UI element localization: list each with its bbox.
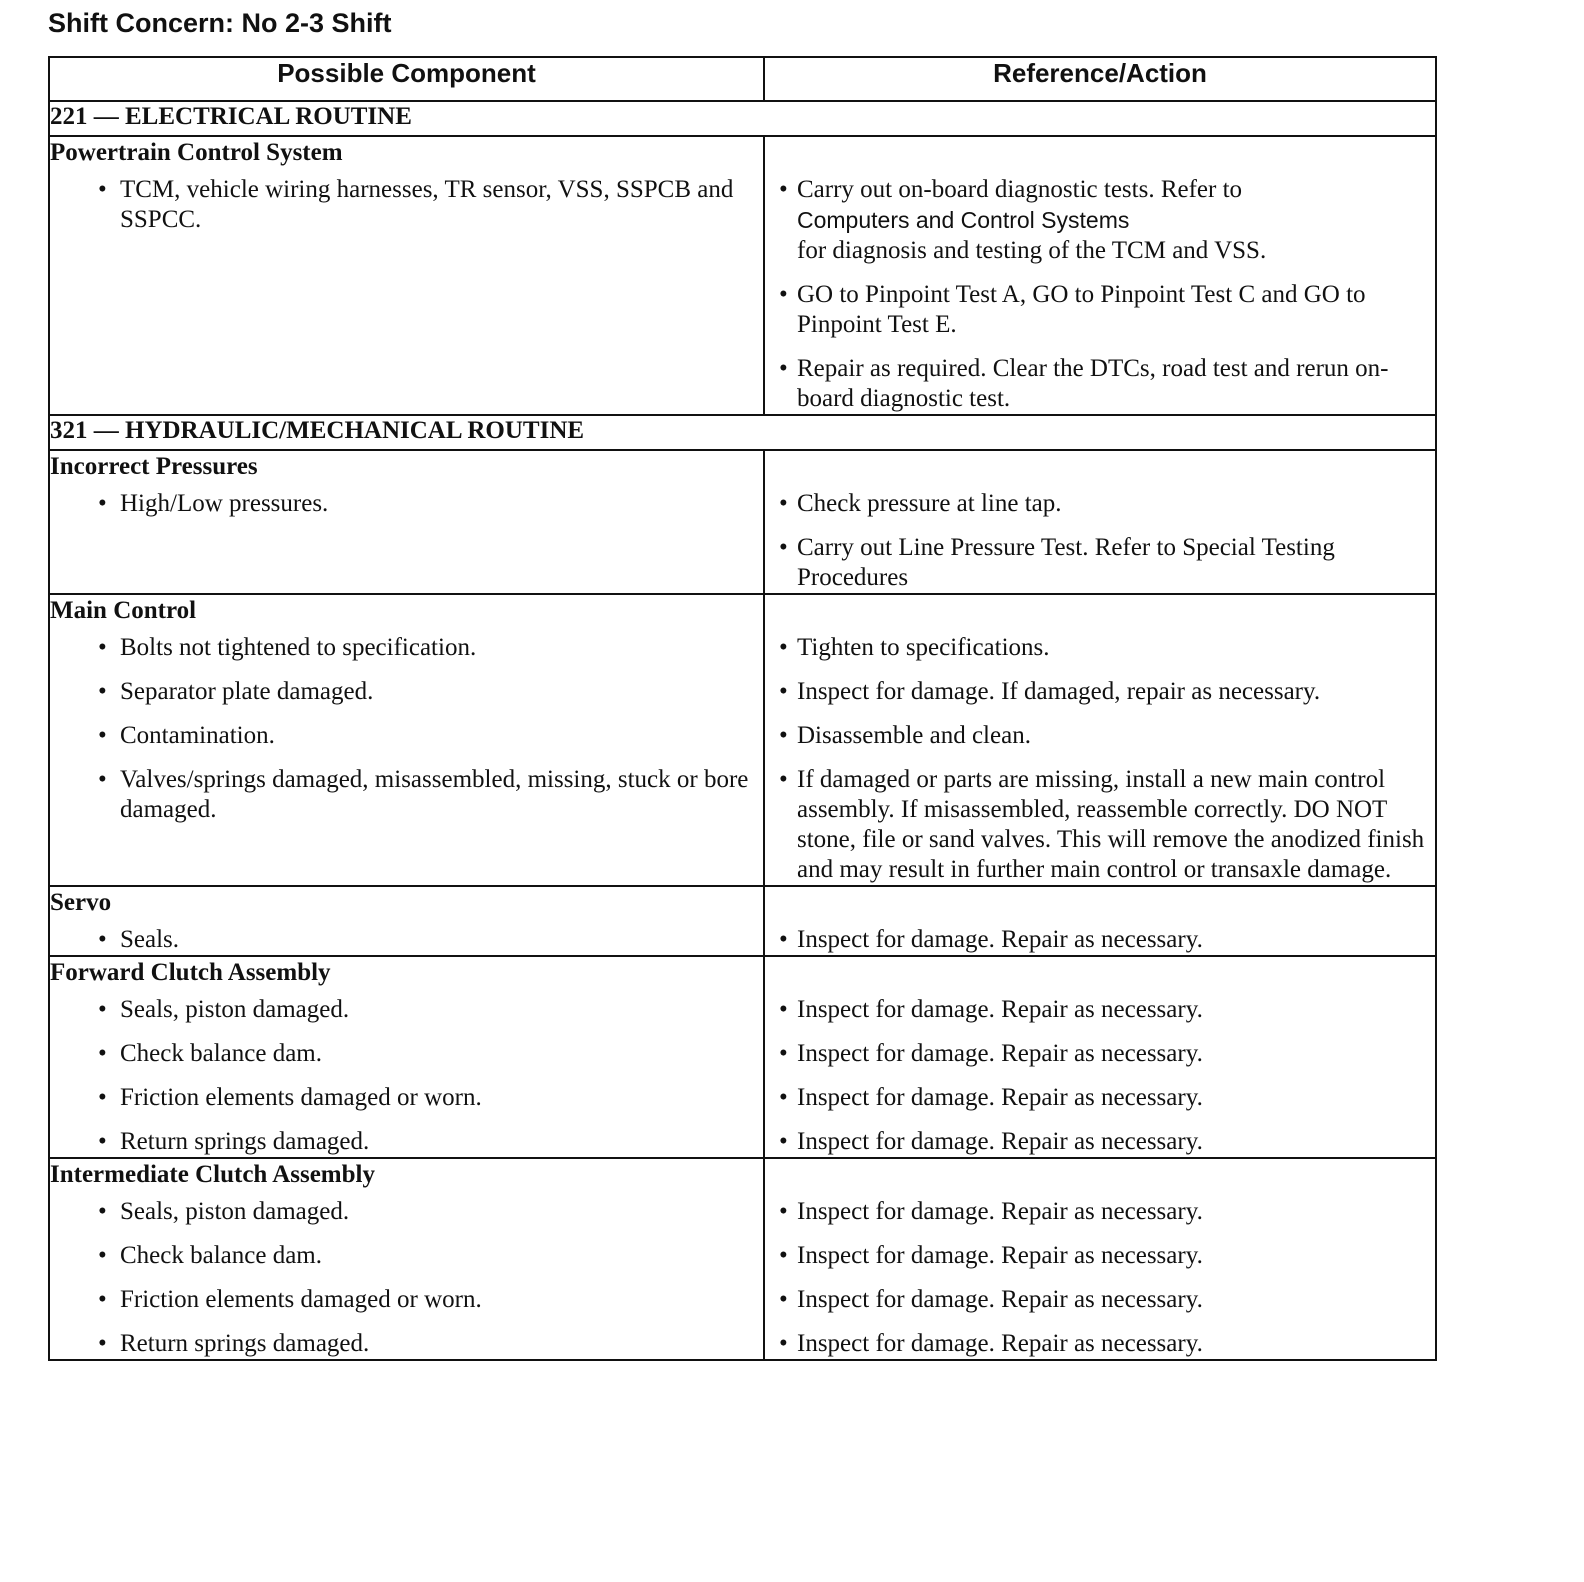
table-header-row	[49, 57, 1436, 101]
column-header-action: Reference/Action	[764, 57, 1436, 101]
component-list	[50, 489, 763, 519]
table-row	[49, 1158, 1436, 1360]
action-cell	[764, 886, 1436, 956]
action-item: • Carry out Line Pressure Test. Refer to Special Testing Procedures	[765, 533, 1435, 593]
action-cell	[764, 450, 1436, 594]
component-group-title: Powertrain Control System	[50, 139, 343, 166]
action-cell	[764, 1158, 1436, 1360]
action-spacer	[765, 957, 1435, 995]
component-list	[50, 925, 763, 955]
component-item: • Valves/springs damaged, misassembled, missing, stuck or bore damaged.	[50, 765, 763, 825]
action-list	[765, 925, 1435, 955]
action-text-before: Carry out on-board diagnostic tests. Refer to	[797, 176, 1243, 203]
action-item: • Inspect for damage. Repair as necessary.	[765, 1039, 1435, 1069]
action-item: • Inspect for damage. Repair as necessary.	[765, 1127, 1435, 1157]
component-item: • High/Low pressures.	[50, 489, 763, 519]
action-spacer	[765, 451, 1435, 489]
action-cell	[764, 956, 1436, 1158]
action-item: • Inspect for damage. Repair as necessary.	[765, 995, 1435, 1025]
component-item: • Friction elements damaged or worn.	[50, 1083, 763, 1113]
component-item: • Return springs damaged.	[50, 1329, 763, 1359]
action-item: • Repair as required. Clear the DTCs, road test and rerun on-board diagnostic test.	[765, 354, 1435, 414]
component-group-title: Incorrect Pressures	[50, 453, 258, 480]
column-header-component: Possible Component	[49, 57, 764, 101]
component-cell	[49, 1158, 764, 1360]
component-item: • Contamination.	[50, 721, 763, 751]
action-item: • Inspect for damage. If damaged, repair as necessary.	[765, 677, 1435, 707]
table-row	[49, 956, 1436, 1158]
component-item: • Friction elements damaged or worn.	[50, 1285, 763, 1315]
action-spacer	[765, 595, 1435, 633]
component-list	[50, 1197, 763, 1359]
routine-row	[49, 415, 1436, 450]
action-item: • Disassemble and clean.	[765, 721, 1435, 751]
action-spacer	[765, 1159, 1435, 1197]
action-item	[765, 175, 1435, 266]
component-list	[50, 175, 763, 235]
page-title: Shift Concern: No 2-3 Shift	[48, 8, 392, 38]
routine-row	[49, 101, 1436, 136]
action-text-after: for diagnosis and testing of the TCM and VSS.	[797, 237, 1267, 264]
table-body	[49, 101, 1436, 1360]
component-cell	[49, 450, 764, 594]
action-item: • If damaged or parts are missing, install a new main control assembly. If misassembled, reassemble correctly. DO NOT stone, file or sand valves. This will remove the anodized finish and may result in further main control or transaxle damage.	[765, 765, 1435, 885]
component-item: • Bolts not tightened to specification.	[50, 633, 763, 663]
action-item: • Check pressure at line tap.	[765, 489, 1435, 519]
action-list	[765, 175, 1435, 414]
action-item: • Inspect for damage. Repair as necessary.	[765, 925, 1435, 955]
reference-link[interactable]: Computers and Control Systems	[797, 207, 1130, 233]
action-list	[765, 633, 1435, 885]
component-group-title: Main Control	[50, 597, 197, 624]
component-cell	[49, 886, 764, 956]
action-item: • Inspect for damage. Repair as necessary.	[765, 1329, 1435, 1359]
component-item: • TCM, vehicle wiring harnesses, TR sensor, VSS, SSPCB and SSPCC.	[50, 175, 763, 235]
component-list	[50, 633, 763, 825]
component-list	[50, 995, 763, 1157]
routine-label: 221 — ELECTRICAL ROUTINE	[49, 101, 1436, 136]
component-item: • Return springs damaged.	[50, 1127, 763, 1157]
action-item: • GO to Pinpoint Test A, GO to Pinpoint Test C and GO to Pinpoint Test E.	[765, 280, 1435, 340]
action-item: • Tighten to specifications.	[765, 633, 1435, 663]
table-row	[49, 886, 1436, 956]
action-spacer	[765, 137, 1435, 175]
action-item: • Inspect for damage. Repair as necessary.	[765, 1083, 1435, 1113]
action-cell	[764, 136, 1436, 415]
component-cell	[49, 956, 764, 1158]
component-group-title: Servo	[50, 889, 112, 916]
component-cell	[49, 136, 764, 415]
action-item: • Inspect for damage. Repair as necessary.	[765, 1241, 1435, 1271]
component-item: • Separator plate damaged.	[50, 677, 763, 707]
component-item: • Seals, piston damaged.	[50, 995, 763, 1025]
diagnosis-table	[48, 56, 1437, 1361]
component-item: • Check balance dam.	[50, 1241, 763, 1271]
table-row	[49, 594, 1436, 886]
action-cell	[764, 594, 1436, 886]
component-item: • Seals, piston damaged.	[50, 1197, 763, 1227]
component-item: • Check balance dam.	[50, 1039, 763, 1069]
action-list	[765, 995, 1435, 1157]
component-cell	[49, 594, 764, 886]
action-item: • Inspect for damage. Repair as necessary.	[765, 1197, 1435, 1227]
table-row	[49, 136, 1436, 415]
table-row	[49, 450, 1436, 594]
component-group-title: Intermediate Clutch Assembly	[50, 1161, 375, 1188]
action-item: • Inspect for damage. Repair as necessary.	[765, 1285, 1435, 1315]
action-list	[765, 489, 1435, 593]
action-list	[765, 1197, 1435, 1359]
component-item: • Seals.	[50, 925, 763, 955]
routine-label: 321 — HYDRAULIC/MECHANICAL ROUTINE	[49, 415, 1436, 450]
action-spacer	[765, 887, 1435, 925]
component-group-title: Forward Clutch Assembly	[50, 959, 331, 986]
